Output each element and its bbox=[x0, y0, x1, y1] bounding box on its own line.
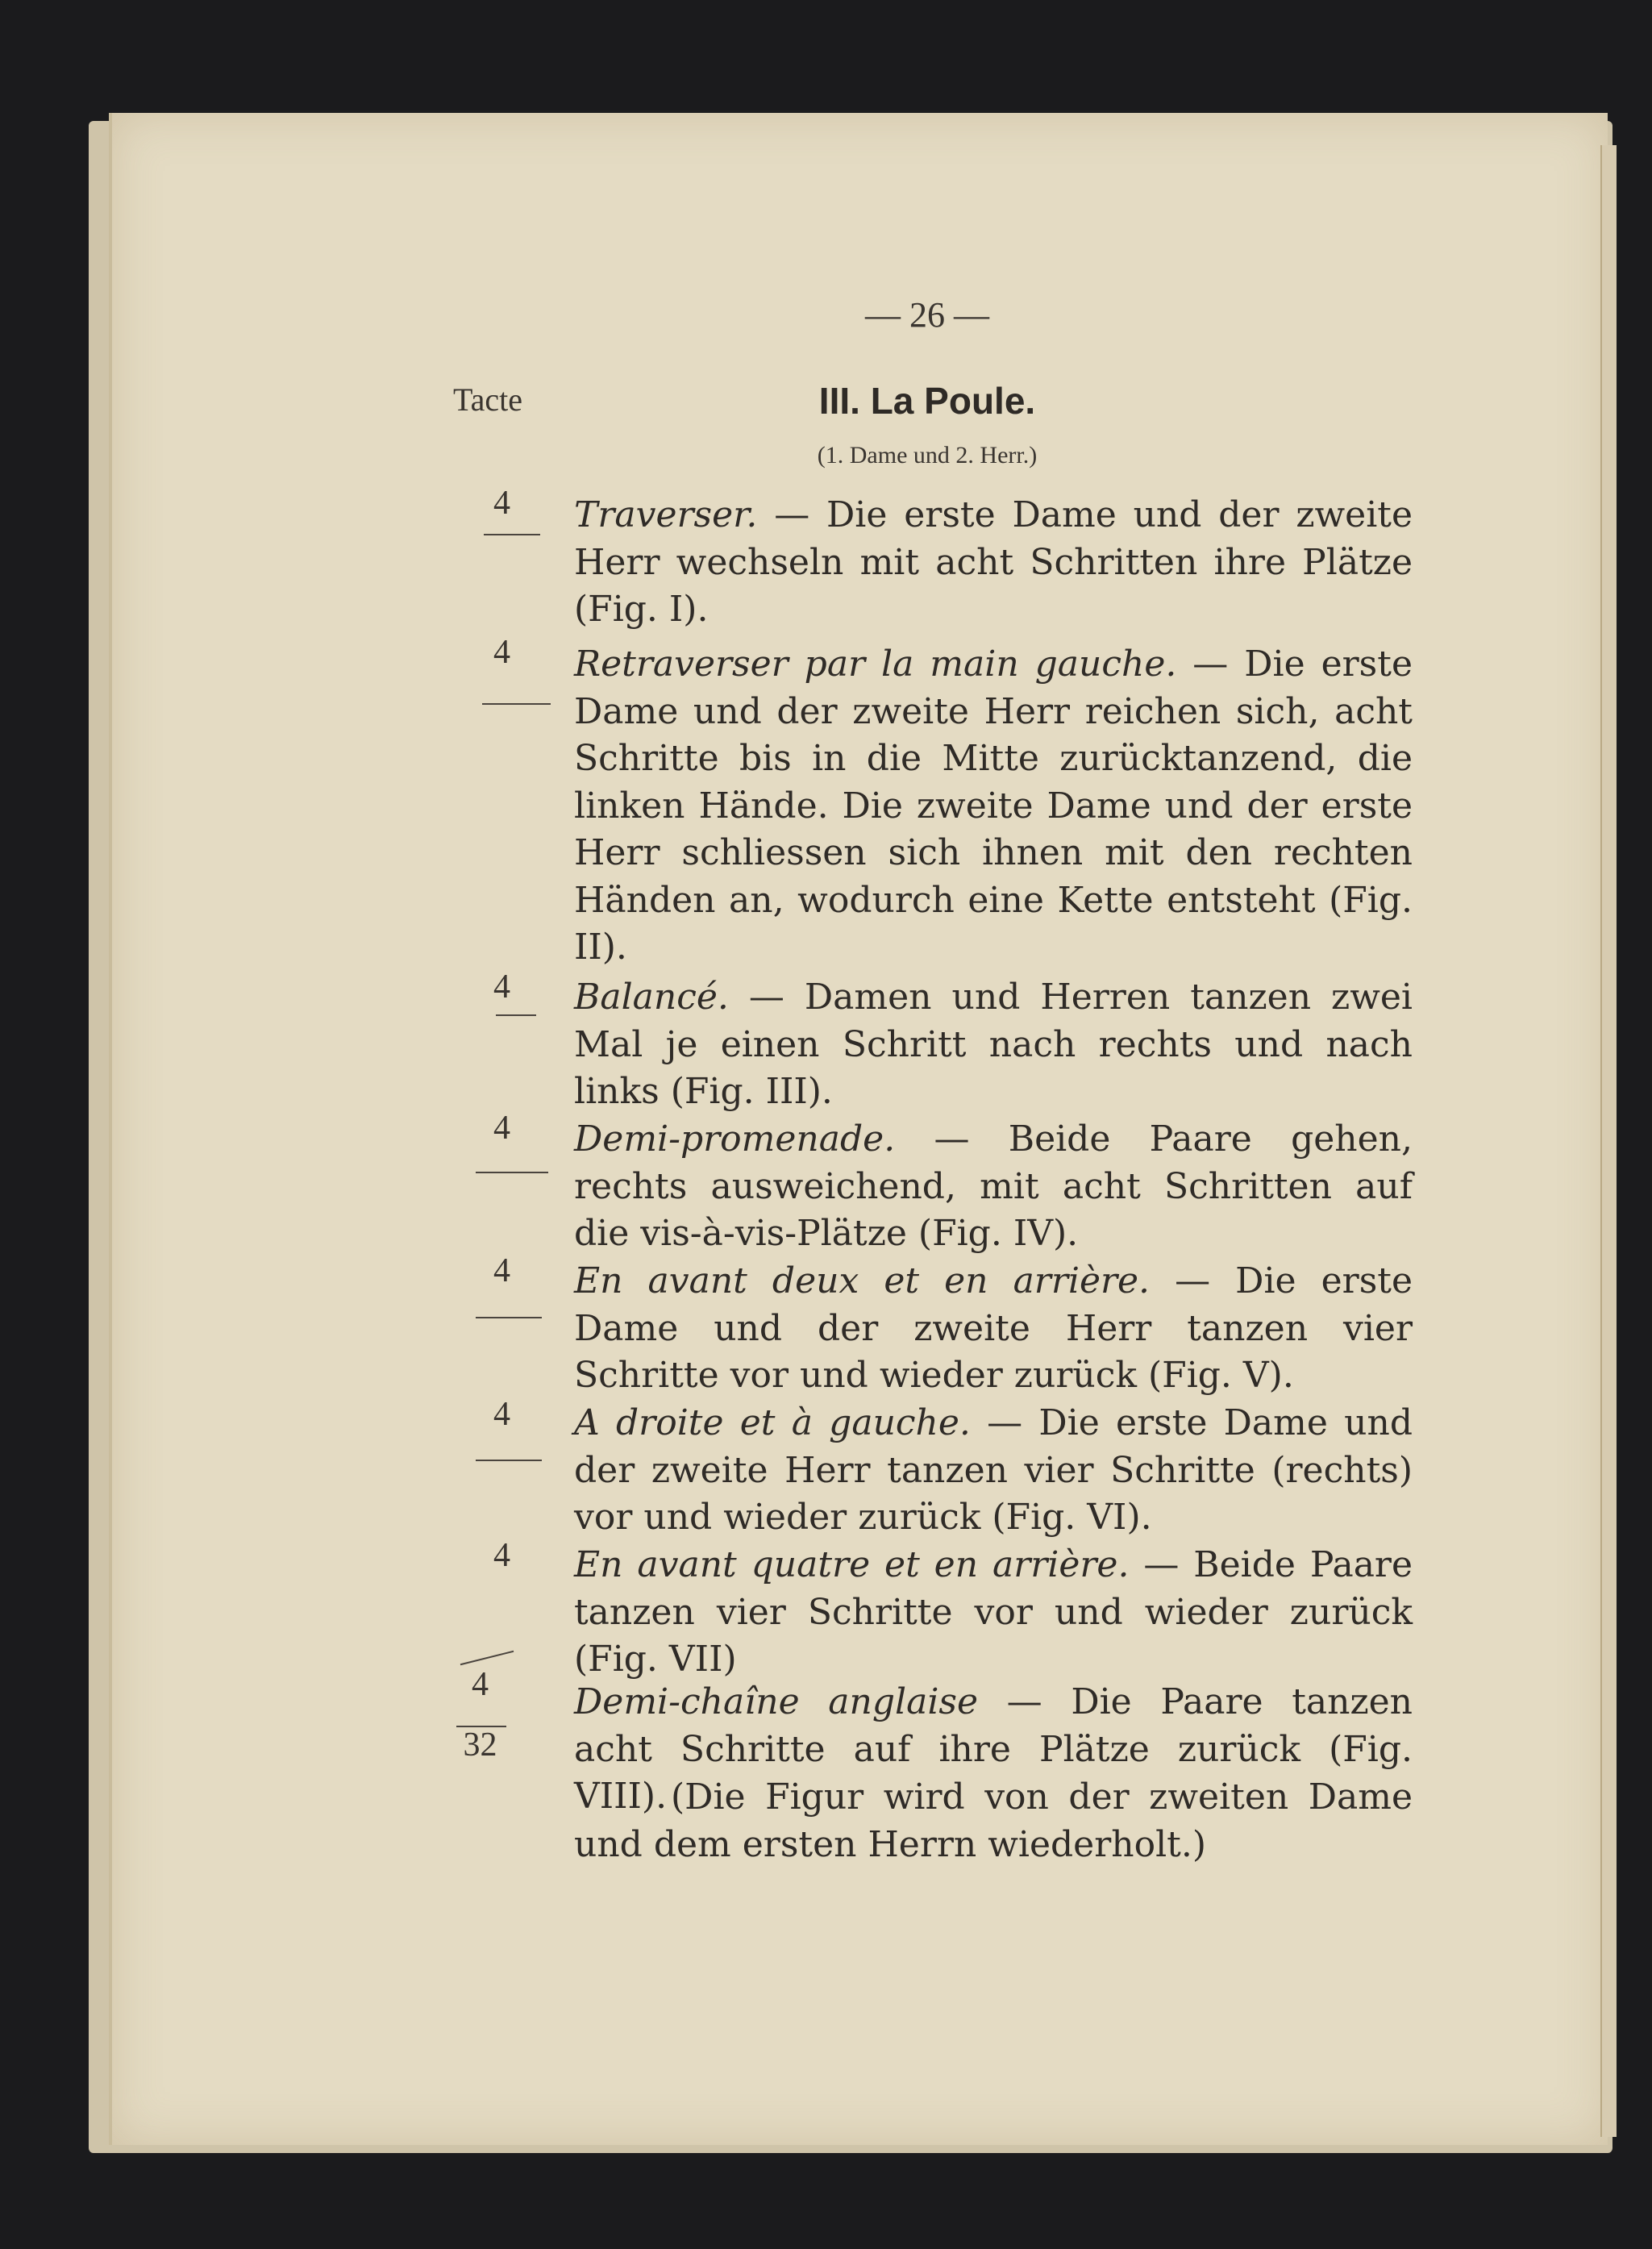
tact-divider bbox=[484, 534, 540, 535]
dance-figure-entry bbox=[574, 1400, 1413, 1542]
closing-note: (Die Figur wird von der zweiten Dame und dem ersten Herrn wiederholt.) bbox=[574, 1776, 1413, 1865]
tact-total: 32 bbox=[463, 1726, 497, 1764]
tact-count: 4 bbox=[493, 1252, 510, 1289]
section-title: III. La Poule. bbox=[818, 380, 1036, 422]
page-edge bbox=[1600, 145, 1617, 2137]
figure-description: — Die erste Dame und der zweite Herr tanzen vier Schritte (rechts) vor und wieder zurück (Fig. VI). bbox=[574, 1402, 1413, 1538]
tact-count: 4 bbox=[493, 1396, 510, 1433]
figure-term: Demi-chaîne anglaise bbox=[574, 1681, 979, 1722]
tact-count: 4 bbox=[493, 1110, 510, 1147]
figure-description: — Die Paare tanzen acht Schritte auf ihre Plätze zurück (Fig. VIII). bbox=[574, 1681, 1413, 1817]
figure-term: Demi-promenade. bbox=[574, 1118, 896, 1160]
tact-divider bbox=[476, 1172, 548, 1173]
figure-description: — Die erste Dame und der zweite Herr wechseln mit acht Schritten ihre Plätze (Fig. I). bbox=[574, 494, 1413, 630]
tact-divider bbox=[476, 1460, 542, 1461]
figure-term: Traverser. bbox=[574, 494, 758, 535]
tact-count: 4 bbox=[493, 634, 510, 671]
dance-figure-entry bbox=[574, 974, 1413, 1116]
tact-divider bbox=[482, 703, 551, 705]
figure-term: Balancé. bbox=[574, 977, 729, 1018]
tacte-column-label: Tacte bbox=[453, 381, 523, 418]
dance-figure-entry bbox=[574, 1116, 1413, 1258]
figure-description: — Beide Paare tanzen vier Schritte vor und wieder zurück (Fig. VII) bbox=[574, 1544, 1413, 1680]
tact-count: 4 bbox=[493, 1537, 510, 1574]
page-number: — 26 — bbox=[865, 295, 989, 335]
tact-count: 4 bbox=[472, 1666, 489, 1703]
dance-figure-entry bbox=[574, 1258, 1413, 1400]
dance-figure-entry bbox=[574, 492, 1413, 634]
figure-description: — Die erste Dame und der zweite Herr tanzen vier Schritte vor und wieder zurück (Fig. V). bbox=[574, 1260, 1413, 1396]
tact-divider bbox=[496, 1014, 536, 1016]
tact-count: 4 bbox=[493, 485, 510, 522]
figure-term: En avant quatre et en arrière. bbox=[574, 1544, 1130, 1585]
figure-term: A droite et à gauche. bbox=[574, 1402, 971, 1443]
dance-figure-entry bbox=[574, 641, 1413, 972]
figure-description: — Damen und Herren tanzen zwei Mal je einen Schritt nach rechts und nach links (Fig. III). bbox=[574, 977, 1413, 1112]
figure-description: — Die erste Dame und der zweite Herr reichen sich, acht Schritte bis in die Mitte zurücktanzend, die linken Hände. Die zweite Dame und der erste Herr schliessen sich ihnen mit den rechten Händen an, wodurch eine Kette entsteht (Fig. II). bbox=[574, 643, 1413, 968]
dance-figure-entry bbox=[574, 1542, 1413, 1684]
section-subtitle: (1. Dame und 2. Herr.) bbox=[817, 442, 1038, 469]
figure-term: Retraverser par la main gauche. bbox=[574, 643, 1177, 685]
tact-count: 4 bbox=[493, 968, 510, 1006]
figure-term: En avant deux et en arrière. bbox=[574, 1260, 1151, 1302]
tact-divider bbox=[476, 1317, 542, 1318]
figure-description: — Beide Paare gehen, rechts ausweichend, mit acht Schritten auf die vis-à-vis-Plätze (Fig. IV). bbox=[574, 1118, 1413, 1254]
